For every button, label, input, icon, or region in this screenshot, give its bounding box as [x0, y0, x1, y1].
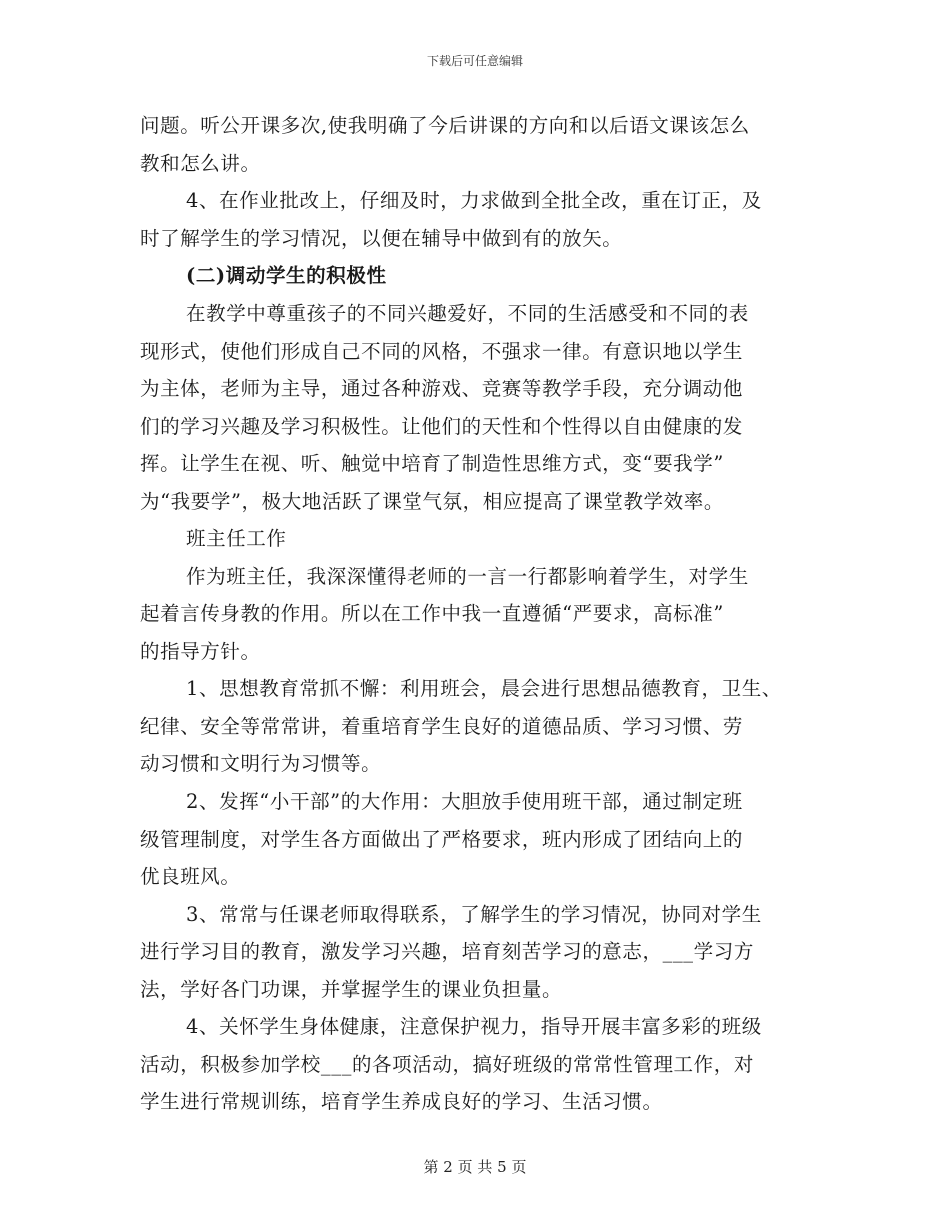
- body-line: 进行学习目的教育，激发学习兴趣，培育刻苦学习的意志，___学习方: [140, 940, 754, 963]
- body-line: 纪律、安全等常常讲，着重培育学生良好的道德品质、学习习惯、劳: [140, 715, 744, 738]
- section-heading: (二)调动学生的积极性: [186, 264, 387, 287]
- body-line: 为“我要学”，极大地活跃了课堂气氛，相应提高了课堂教学效率。: [140, 490, 724, 513]
- body-line: 教和怎么讲。: [140, 152, 261, 175]
- body-line: 起着言传身教的作用。所以在工作中我一直遵循“严要求，高标准”: [140, 602, 724, 625]
- body-line: 动习惯和文明行为习惯等。: [140, 752, 382, 775]
- body-line: 优良班风。: [140, 865, 241, 888]
- body-line: 法，学好各门功课，并掌握学生的课业负担量。: [140, 978, 563, 1001]
- body-line: 1、思想教育常抓不懈：利用班会，晨会进行思想品德教育，卫生、: [186, 677, 782, 700]
- body-line: 现形式，使他们形成自己不同的风格，不强求一律。有意识地以学生: [140, 340, 744, 363]
- body-line: 2、发挥“小干部”的大作用：大胆放手使用班干部，通过制定班: [186, 790, 743, 813]
- body-line: 在教学中尊重孩子的不同兴趣爱好，不同的生活感受和不同的表: [186, 302, 749, 325]
- body-line: 问题。听公开课多次,使我明确了今后讲课的方向和以后语文课该怎么: [140, 114, 750, 137]
- body-line: 4、在作业批改上，仔细及时，力求做到全批全改，重在订正，及: [186, 189, 762, 212]
- page-number-footer: 第 2 页 共 5 页: [423, 1158, 527, 1176]
- body-line: 级管理制度，对学生各方面做出了严格要求，班内形成了团结向上的: [140, 828, 744, 851]
- body-line: 为主体，老师为主导，通过各种游戏、竞赛等教学手段，充分调动他: [140, 377, 744, 400]
- body-line: 3、常常与任课老师取得联系，了解学生的学习情况，协同对学生: [186, 903, 762, 926]
- body-line: 的指导方针。: [140, 640, 261, 663]
- body-line: 活动，积极参加学校___的各项活动，搞好班级的常常性管理工作，对: [140, 1053, 754, 1076]
- body-line: 们的学习兴趣及学习积极性。让他们的天性和个性得以自由健康的发: [140, 415, 744, 438]
- body-line: 时了解学生的学习情况，以便在辅导中做到有的放矢。: [140, 227, 623, 250]
- page-header-note: 下载后可任意编辑: [426, 54, 523, 68]
- body-line: 作为班主任，我深深懂得老师的一言一行都影响着学生，对学生: [186, 565, 749, 588]
- body-line: 挥。让学生在视、听、触觉中培育了制造性思维方式，变“要我学”: [140, 452, 724, 475]
- section-heading: 班主任工作: [186, 527, 287, 550]
- body-line: 4、关怀学生身体健康，注意保护视力，指导开展丰富多彩的班级: [186, 1015, 762, 1038]
- body-line: 学生进行常规训练，培育学生养成良好的学习、生活习惯。: [140, 1090, 663, 1113]
